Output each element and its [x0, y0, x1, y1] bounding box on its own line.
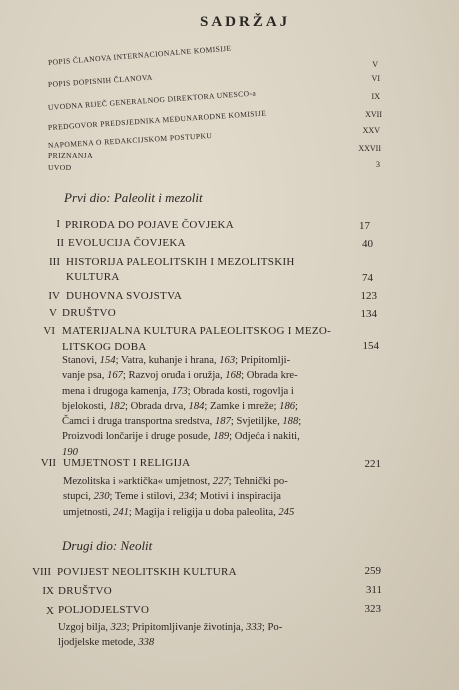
chapter-page: 323: [364, 603, 381, 615]
chapter-num: III: [49, 256, 60, 268]
front-page-6: 3: [376, 160, 380, 169]
subentry-text: ; Po-: [261, 622, 283, 633]
chapter-title: POVIJEST NEOLITSKIH KULTURA: [57, 566, 237, 578]
subentry-page: 168: [225, 370, 242, 382]
subentry-line: [63, 505, 294, 520]
chapter-num: X: [46, 605, 54, 617]
chapter-title: HISTORIJA PALEOLITSKIH I MEZOLITSKIH: [66, 256, 295, 268]
front-item-4: NAPOMENA O REDAKCIJSKOM POSTUPKU: [47, 130, 213, 150]
subentry-text: ; Obrada drva,: [124, 400, 189, 412]
subentry-page: 173: [171, 385, 188, 397]
subentry-text: vanje psa,: [62, 370, 108, 382]
subentry-text: ljodjelske metode,: [58, 637, 139, 649]
chapter-page: 311: [365, 584, 382, 596]
subentry-line: [62, 353, 301, 368]
chapter-page: 74: [362, 272, 373, 284]
front-item-5: PRIZNANJA: [48, 151, 93, 160]
chapter-6-subentries: [62, 353, 301, 460]
subentry-line: [62, 368, 301, 383]
front-item-0: POPIS ČLANOVA INTERNACIONALNE KOMISIJE: [47, 43, 232, 67]
subentry-page: 189: [213, 431, 230, 443]
subentry-page: 154: [99, 355, 116, 366]
subentry-page: 163: [219, 355, 236, 366]
subentry-text: stupci,: [63, 491, 94, 503]
chapter-num: I: [56, 218, 60, 230]
subentry-text: Stanovi,: [62, 355, 100, 366]
subentry-text: mena i drugoga kamenja,: [62, 385, 172, 397]
front-page-2: IX: [371, 92, 380, 101]
chapter-title: DRUŠTVO: [58, 585, 113, 597]
chapter-num: V: [49, 307, 57, 319]
subentry-line: [63, 474, 294, 489]
chapter-title: DUHOVNA SVOJSTVA: [66, 290, 183, 302]
chapter-title: EVOLUCIJA ČOVJEKA: [68, 237, 186, 249]
chapter-page: 259: [364, 565, 381, 577]
subentry-text: ; Pripitomlji-: [235, 355, 291, 366]
subentry-line: [62, 399, 301, 414]
subentry-page: 190: [62, 446, 78, 458]
chapter-title: UMJETNOST I RELIGIJA: [63, 457, 191, 469]
subentry-page: 227: [212, 476, 229, 487]
chapter-title: DRUŠTVO: [62, 307, 117, 319]
front-page-3: XVII: [365, 110, 382, 119]
subentry-page: 338: [138, 637, 155, 649]
subentry-text: ; Svjetiljke,: [230, 416, 283, 428]
chapter-title: MATERIJALNA KULTURA PALEOLITSKOG I MEZO-: [62, 325, 332, 337]
subentry-text: ; Magija i religija u doba paleolita,: [128, 506, 279, 518]
front-item-1: POPIS DOPISNIH ČLANOVA: [47, 72, 153, 89]
subentry-text: Čamci i druga transportna sredstva,: [62, 416, 215, 428]
subentry-line: [63, 489, 294, 504]
chapter-page: 221: [364, 458, 381, 470]
page-title: SADRŽAJ: [200, 14, 291, 30]
subentry-line: [62, 429, 301, 444]
chapter-page: 134: [360, 308, 377, 320]
subentry-text: ; Razvoj oruđa i oružja,: [122, 370, 226, 382]
part-2-title: Drugi dio: Neolit: [62, 538, 153, 553]
subentry-text: ; Odjeća i nakiti,: [229, 431, 300, 443]
subentry-page: 186: [279, 400, 296, 412]
chapter-title-cont: LITSKOG DOBA: [62, 341, 147, 353]
subentry-text: umjetnosti,: [63, 506, 114, 518]
chapter-10-subentries: [58, 620, 282, 651]
subentry-text: ; Zamke i mreže;: [204, 400, 280, 412]
subentry-page: 234: [178, 491, 195, 503]
chapter-7-subentries: [63, 474, 294, 520]
front-matter: [0, 0, 459, 180]
chapter-title: POLJODJELSTVO: [58, 604, 150, 616]
subentry-page: 188: [282, 416, 299, 428]
subentry-page: 245: [278, 506, 295, 518]
front-item-2: UVODNA RIJEČ GENERALNOG DIREKTORA UNESCO-a: [47, 88, 257, 112]
subentry-text: Mezolitska i »arktička« umjetnost,: [63, 476, 213, 487]
subentry-text: ; Motivi i inspiracija: [194, 491, 282, 503]
front-page-4: XXV: [362, 126, 380, 135]
subentry-text: Uzgoj bilja,: [58, 622, 111, 633]
front-page-0: V: [372, 60, 378, 69]
subentry-line: [58, 620, 282, 635]
subentry-line: [62, 414, 301, 429]
subentry-page: 182: [109, 400, 125, 412]
subentry-text: bjelokosti,: [62, 400, 110, 412]
subentry-page: 184: [188, 400, 205, 412]
subentry-text: ; Pripitomljivanje životinja,: [126, 622, 247, 633]
subentry-page: 323: [110, 622, 127, 633]
chapter-page: 123: [360, 290, 377, 302]
chapter-title-cont: KULTURA: [66, 271, 120, 283]
part-1-title: Prvi dio: Paleolit i mezolit: [64, 190, 203, 205]
subentry-text: ; Vatra, kuhanje i hrana,: [115, 355, 220, 366]
chapter-num: VIII: [32, 566, 51, 578]
subentry-page: 333: [246, 622, 262, 633]
front-item-3: PREDGOVOR PREDSJEDNIKA MEĐUNARODNE KOMISIJE: [47, 108, 267, 132]
subentry-page: 167: [107, 370, 123, 382]
subentry-text: ; Teme i stilovi,: [109, 491, 179, 503]
subentry-text: ; Obrada kre-: [241, 370, 298, 382]
chapter-num: VII: [40, 457, 56, 469]
chapter-num: II: [56, 237, 64, 249]
subentry-page: 241: [113, 506, 129, 518]
subentry-text: ;: [298, 416, 302, 428]
chapter-num: VI: [43, 325, 55, 337]
subentry-text: ;: [295, 400, 298, 412]
subentry-text: Proizvodi lončarije i druge posude,: [62, 431, 214, 443]
subentry-text: ; Tehnički po-: [228, 476, 288, 487]
chapter-num: IX: [42, 585, 54, 597]
chapter-page: 154: [362, 340, 379, 352]
front-item-6: UVOD: [48, 163, 72, 172]
front-page-1: VI: [371, 74, 380, 83]
chapter-page: 17: [359, 220, 370, 232]
subentry-line: [62, 384, 301, 399]
subentry-text: ; Obrada kosti, rogovlja i: [187, 385, 294, 397]
subentry-line: [58, 635, 282, 650]
chapter-page: 40: [362, 238, 373, 250]
subentry-page: 187: [214, 416, 231, 428]
chapter-title: PRIRODA DO POJAVE ČOVJEKA: [65, 219, 234, 231]
subentry-page: 230: [93, 491, 110, 503]
front-page-5: XXVII: [358, 144, 381, 153]
chapter-num: IV: [48, 290, 60, 302]
